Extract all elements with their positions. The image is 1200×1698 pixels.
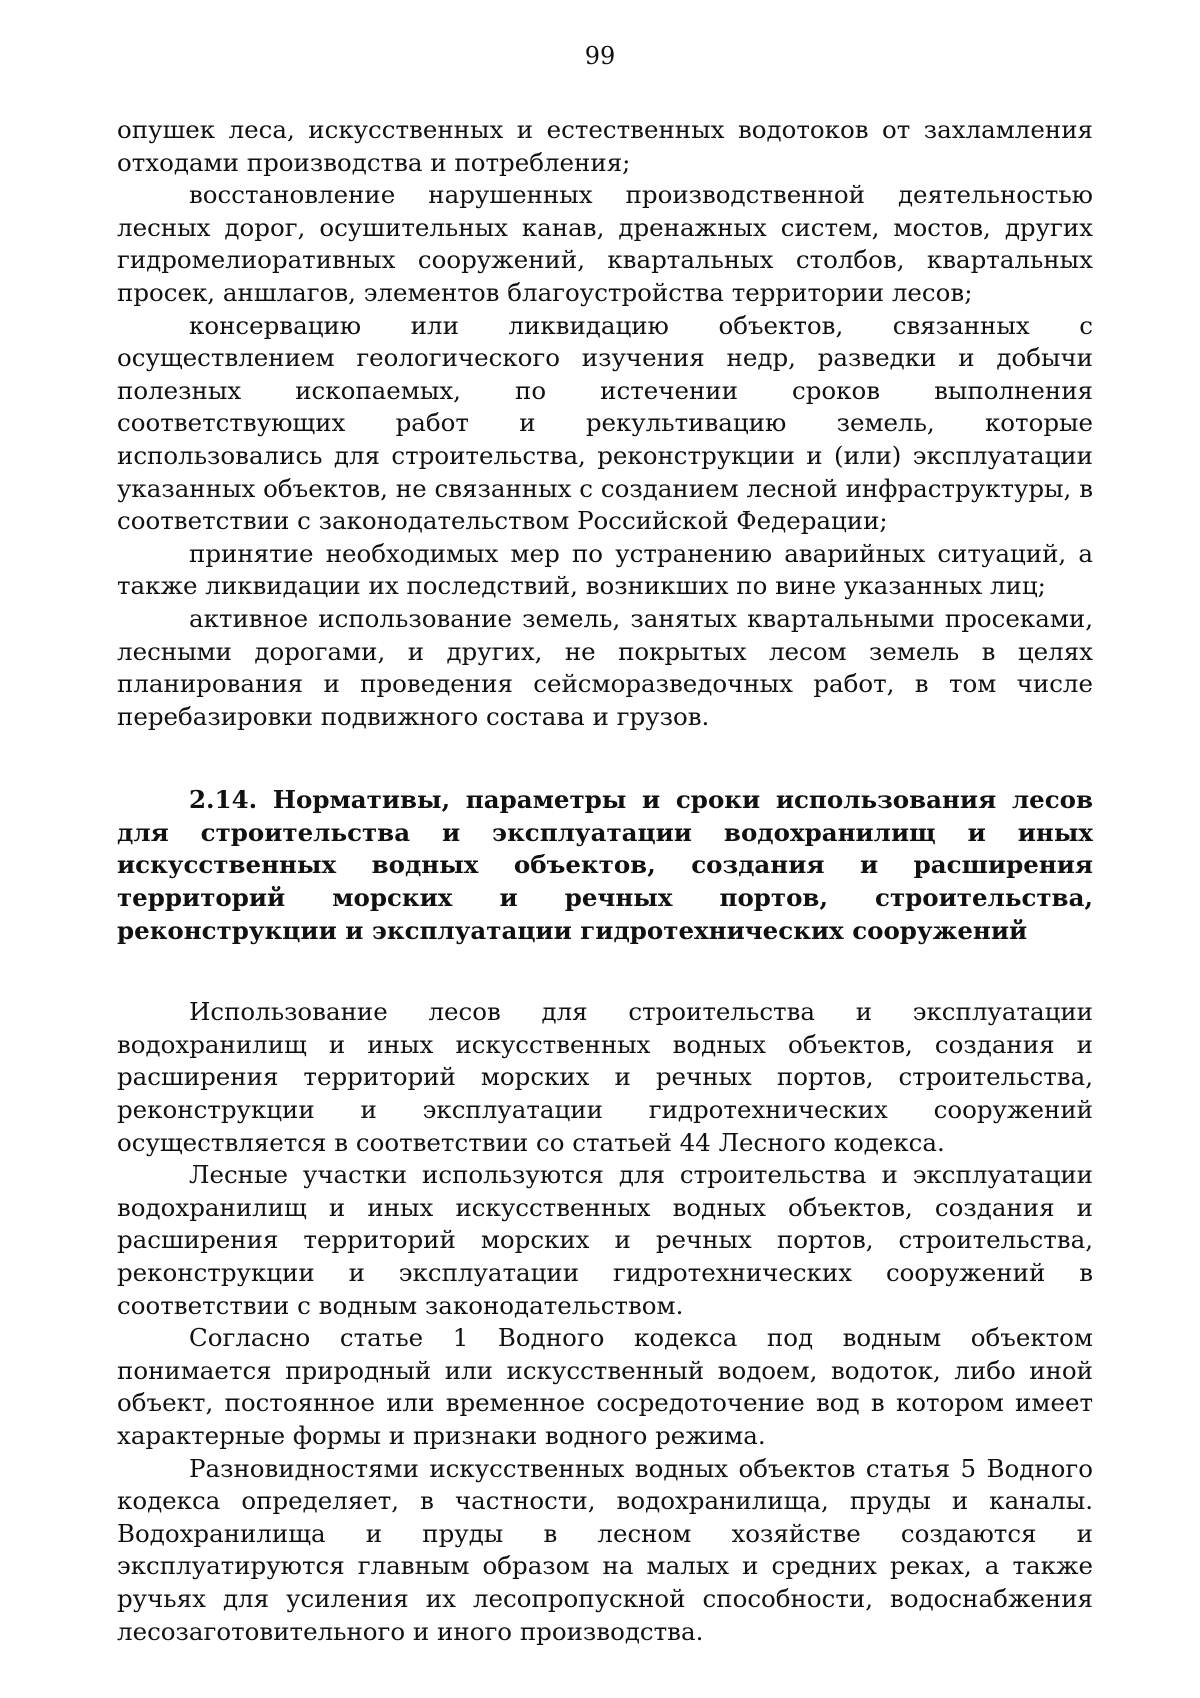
paragraph-water-object-definition: Согласно статье 1 Водного кодекса под водным объектом понимается природный или искусственный водоем, водоток, либо иной объект, постоянное или временное сосредоточение вод в котором имеет характерные формы и признаки водного режима.: [117, 1323, 1093, 1450]
continued-paragraph: опушек леса, искусственных и естественных водотоков от захламления отходами производства и потребления;: [117, 115, 1093, 177]
paragraph-road-restoration: восстановление нарушенных производственной деятельностью лесных дорог, осушительных канав, дренажных систем, мостов, других гидромелиоративных сооружений, квартальных столбов, квартальных просек, аншлагов, элементов благоустройства территории лесов;: [117, 180, 1093, 307]
paragraph-forest-plots: Лесные участки используются для строительства и эксплуатации водохранилищ и иных искусственных водных объектов, создания и расширения территорий морских и речных портов, строительства, реконструкции и эксплуатации гидротехнических сооружений в соответствии с водным законодательством.: [117, 1160, 1093, 1320]
paragraph-artificial-water-objects: Разновидностями искусственных водных объектов статья 5 Водного кодекса определяет, в частности, водохранилища, пруды и каналы. Водохранилища и пруды в лесном хозяйстве создаются и эксплуатируются главным образом на малых и средних реках, а также ручьях для усиления их лесопропускной способности, водоснабжения лесозаготовительного и иного производства.: [117, 1453, 1093, 1646]
page-number: 99: [584, 42, 616, 70]
paragraph-conservation: консервацию или ликвидацию объектов, связанных с осуществлением геологического изучения недр, разведки и добычи полезных ископаемых, по истечении сроков выполнения соответствующих работ и рекультивацию земель, которые использовались для строительства, реконструкции и (или) эксплуатации указанных объектов, не связанных с созданием лесной инфраструктуры, в соответствии с законодательством Российской Федерации;: [117, 310, 1093, 536]
section-heading: 2.14. Нормативы, параметры и сроки использования лесов для строительства и эксплуатации водохранилищ и иных искусственных водных объектов, создания и расширения территорий морских и речных портов, строительства, реконструкции и эксплуатации гидротехнических сооружений: [117, 785, 1093, 945]
paragraph-land-use: активное использование земель, занятых квартальными просеками, лесными дорогами, и других, не покрытых лесом земель в целях планирования и проведения сейсморазведочных работ, в том числе перебазировки подвижного состава и грузов.: [117, 603, 1093, 731]
document-body: [117, 114, 1093, 1648]
paragraph-forest-use: Использование лесов для строительства и эксплуатации водохранилищ и иных искусственных водных объектов, создания и расширения территорий морских и речных портов, строительства, реконструкции и эксплуатации гидротехнических сооружений осуществляется в соответствии со статьей 44 Лесного кодекса.: [117, 997, 1093, 1157]
paragraph-emergency-measures: принятие необходимых мер по устранению аварийных ситуаций, а также ликвидации их последствий, возникших по вине указанных лиц;: [117, 538, 1093, 601]
